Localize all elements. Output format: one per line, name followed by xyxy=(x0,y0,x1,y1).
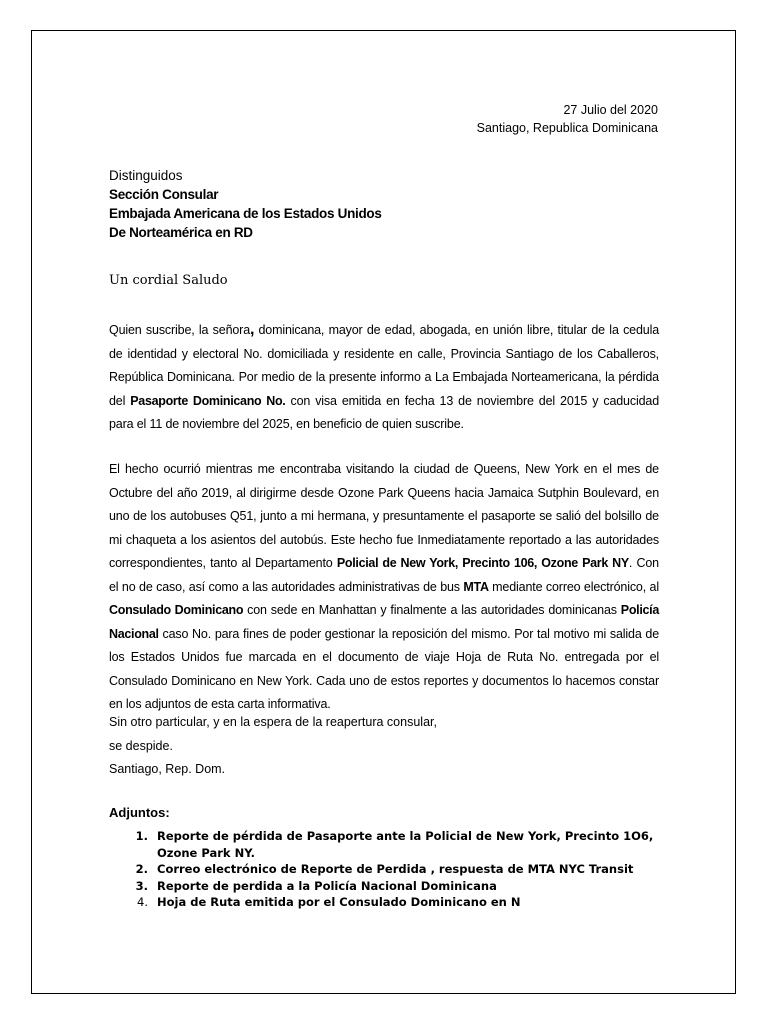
attachment-number: 4. xyxy=(137,895,148,909)
p2-bold-mta: MTA xyxy=(463,579,489,594)
p1-text-1: Quien suscribe, la señora xyxy=(109,323,251,337)
attachment-number: 2. xyxy=(135,862,148,876)
p2-text-5: caso No. para fines de poder gestionar la reposición del mismo. Por tal motivo mi salida de los Estados Unidos fue marcada en el documento de viaje Hoja de Ruta No. entregada por el Consulado Dominicano en New York. Cada uno de estos reportes y documentos lo hacemos constar en los adjuntos de esta carta informativa. xyxy=(109,626,659,711)
recipient-block xyxy=(109,166,382,242)
date-place-block xyxy=(477,101,658,137)
closing-line-1: Sin otro particular, y en la espera de la reapertura consular, xyxy=(109,715,437,729)
attachment-text: Reporte de pérdida de Pasaporte ante la Policial de New York, Precinto 1O6, Ozone Park NY. xyxy=(157,829,654,860)
closing-block xyxy=(109,711,437,782)
salutation: Un cordial Saludo xyxy=(109,273,228,288)
attachments-list xyxy=(122,828,662,911)
letter-place: Santiago, Republica Dominicana xyxy=(476,121,658,135)
p2-text-1: El hecho ocurrió mientras me encontraba visitando la ciudad de Queens, New York en el mes de Octubre del año 2019, al dirigirme desde Ozone Park Queens hacia Jamaica Sutphin Boulevard, en uno de los autobuses Q51, junto a mi hermana, y presuntamente el pasaporte se salió del bolsillo de mi chaqueta a los asientos del autobús. Este hecho fue Inmediatamente reportado a las autoridades correspondientes, tanto al Departamento xyxy=(109,462,659,570)
recipient-line-3: De Norteamérica en RD xyxy=(109,225,253,240)
recipient-greeting: Distinguidos xyxy=(109,168,183,183)
attachment-number: 3. xyxy=(135,878,148,893)
attachment-item xyxy=(122,894,662,911)
p2-bold-consulado: Consulado Dominicano xyxy=(109,603,244,617)
p2-text-3: mediante correo electrónico, al xyxy=(488,579,659,594)
attachment-text: Reporte de perdida a la Policía Nacional Dominicana xyxy=(157,878,497,893)
p1-text-3: con visa emitida en fecha 13 de noviembre del 2015 y caducidad para el 11 de noviembre del 2025, en beneficio de quien suscribe. xyxy=(109,393,659,431)
p2-bold-policia-nacional: Policía Nacional xyxy=(109,603,659,641)
attachments-title: Adjuntos: xyxy=(109,805,170,820)
recipient-line-2: Embajada Americana de los Estados Unidos xyxy=(109,206,382,221)
letter-page xyxy=(31,30,736,994)
attachment-number: 1. xyxy=(135,829,148,843)
attachment-item xyxy=(122,878,662,895)
closing-line-2: se despide. xyxy=(109,738,173,753)
p1-bold-comma: , xyxy=(250,321,255,338)
attachment-item xyxy=(122,828,662,861)
attachment-item xyxy=(122,861,662,878)
letter-date: 27 Julio del 2020 xyxy=(563,103,658,117)
attachment-text: Correo electrónico de Reporte de Perdida , respuesta de MTA NYC Transit xyxy=(157,862,634,876)
recipient-line-1: Sección Consular xyxy=(109,187,219,202)
p1-text-2: dominicana, mayor de edad, abogada, en unión libre, titular de la cedula de identidad y electoral No. domiciliada y residente en calle, Provincia Santiago de los Caballeros, República Dominicana. Por medio de la presente informo a La Embajada Norteamericana, la pérdida del xyxy=(109,323,660,408)
p2-text-2: . Con el no de caso, así como a las autoridades administrativas de bus xyxy=(109,556,659,594)
p1-bold-passport: Pasaporte Dominicano No. xyxy=(130,393,286,408)
closing-line-3: Santiago, Rep. Dom. xyxy=(109,762,226,776)
p2-bold-police-ny: Policial de New York, Precinto 106, Ozone Park NY xyxy=(336,556,629,570)
body-paragraph-1 xyxy=(109,318,659,437)
p2-text-4: con sede en Manhattan y finalmente a las autoridades dominicanas xyxy=(243,603,621,617)
attachment-text: Hoja de Ruta emitida por el Consulado Dominicano en N xyxy=(157,895,521,909)
body-paragraph-2 xyxy=(109,458,659,717)
